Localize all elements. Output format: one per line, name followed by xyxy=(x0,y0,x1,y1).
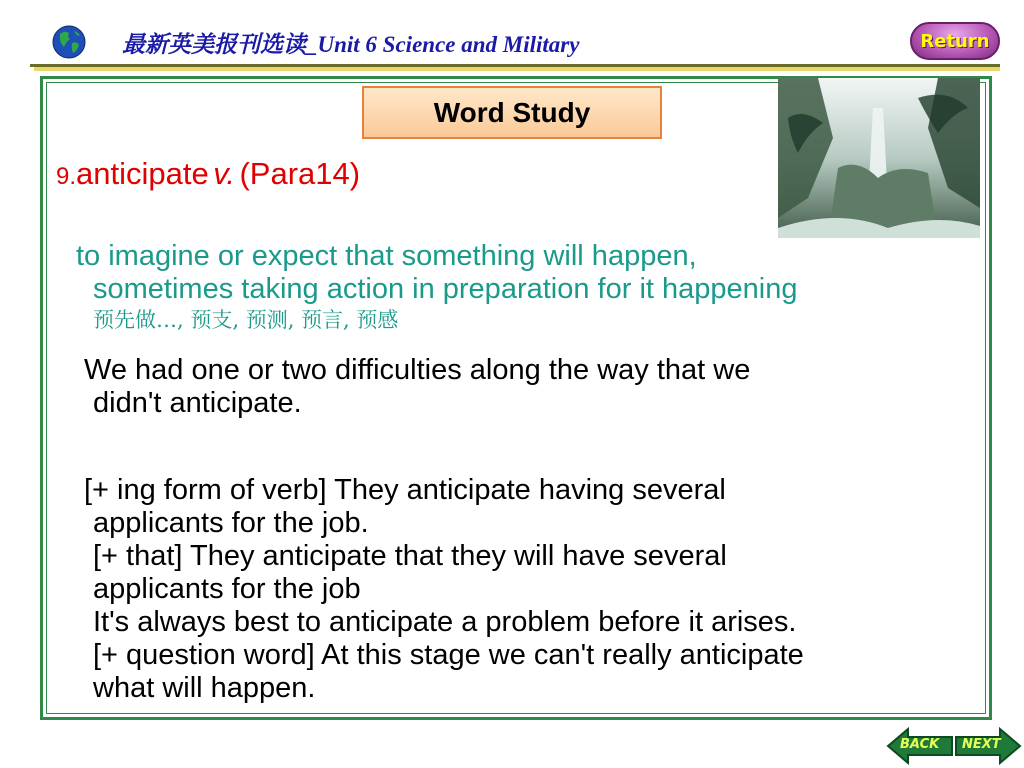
slide-navigation xyxy=(886,726,1022,766)
entry-heading xyxy=(56,156,360,192)
example-line: applicants for the job. xyxy=(93,507,369,539)
example-line: [+ question word] At this stage we can't really anticipate xyxy=(93,639,804,671)
section-title: Word Study xyxy=(362,86,662,139)
header-divider-light xyxy=(34,67,1000,71)
example-line: applicants for the job xyxy=(93,573,361,605)
next-label: NEXT xyxy=(962,737,1001,752)
definition-line-2: sometimes taking action in preparation for it happening xyxy=(93,273,798,305)
example-line: [+ that] They anticipate that they will have several xyxy=(93,540,727,572)
example-line: We had one or two difficulties along the way that we xyxy=(84,354,751,386)
example-line: what will happen. xyxy=(93,672,316,704)
example-line: [+ ing form of verb] They anticipate having several xyxy=(84,474,726,506)
example-line: It's always best to anticipate a problem before it arises. xyxy=(93,606,797,638)
definition-line-1: to imagine or expect that something will happen, xyxy=(76,240,697,272)
example-2 xyxy=(84,474,964,705)
back-button[interactable] xyxy=(886,726,954,766)
entry-part-of-speech: v. xyxy=(213,156,235,191)
return-button[interactable]: Return xyxy=(910,22,1000,60)
entry-paragraph-reference: (Para14) xyxy=(239,156,361,191)
next-button[interactable] xyxy=(954,726,1022,766)
page-title: 最新英美报刊选读_Unit 6 Science and Military xyxy=(122,32,580,57)
example-1 xyxy=(84,354,964,420)
entry-word: anticipate xyxy=(76,156,209,191)
example-line: didn't anticipate. xyxy=(93,387,302,419)
waterfall-landscape-image xyxy=(778,78,980,238)
globe-icon xyxy=(52,25,86,59)
chinese-translation: 预先做…, 预支, 预测, 预言, 预感 xyxy=(93,308,399,332)
back-label: BACK xyxy=(900,737,940,752)
entry-number: 9. xyxy=(56,163,77,190)
entry-definition xyxy=(76,240,956,334)
